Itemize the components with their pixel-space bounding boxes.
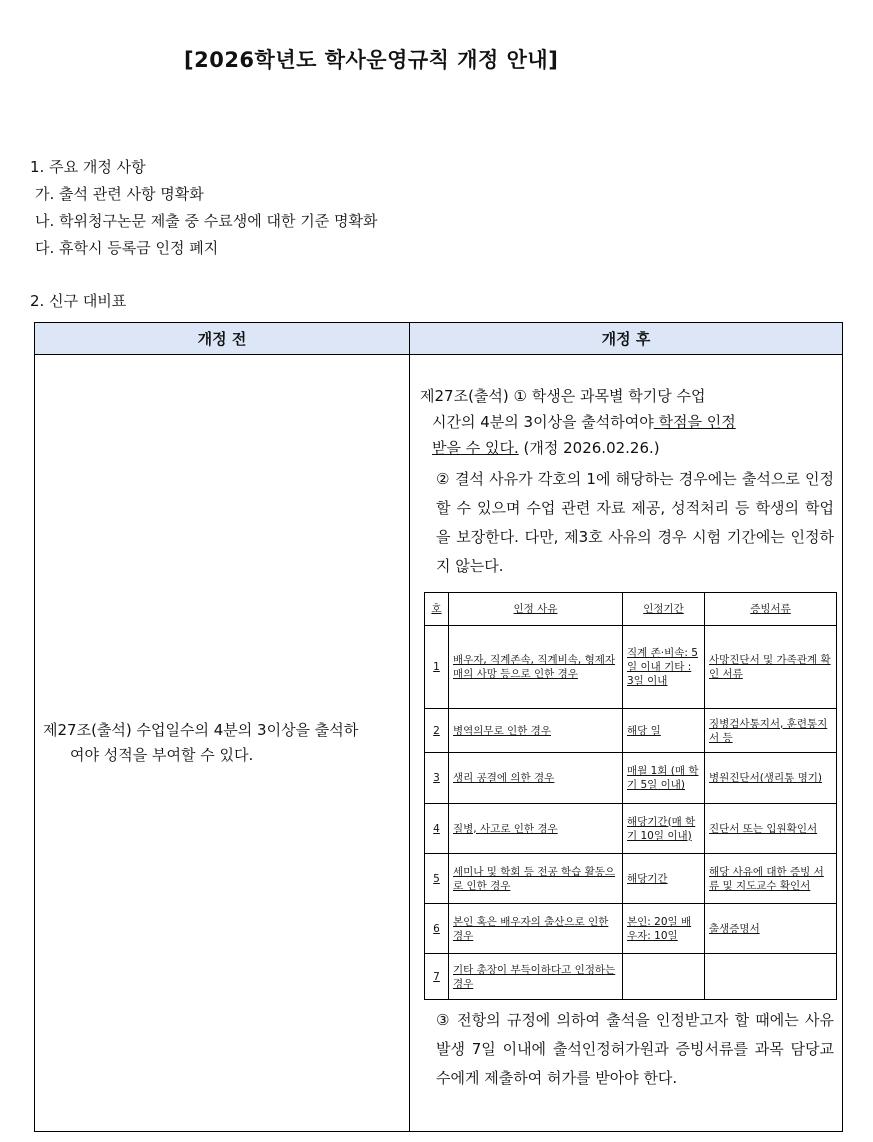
after-clause-3: ③ 전항의 규정에 의하여 출석을 인정받고자 할 때에는 사유발생 7일 이내에 출석인정허가원과 증빙서류를 과목 담당교수에게 제출하여 허가를 받아야 한다. bbox=[436, 1011, 834, 1087]
table-row bbox=[425, 753, 837, 804]
table-row bbox=[425, 904, 837, 954]
section2-heading: 2. 신구 대비표 bbox=[30, 292, 127, 310]
table-row bbox=[425, 804, 837, 854]
row-no: 6 bbox=[425, 904, 449, 954]
row-docs: 병원진단서(생리통 명기) bbox=[705, 753, 837, 804]
row-docs: 해당 사유에 대한 증빙 서류 및 지도교수 확인서 bbox=[705, 854, 837, 904]
row-no: 1 bbox=[425, 626, 449, 709]
before-line-2: 여야 성적을 부여할 수 있다. bbox=[70, 746, 254, 764]
before-line-1: 제27조(출석) 수업일수의 4분의 3이상을 출석하 bbox=[43, 721, 359, 739]
after-clause-1-line-3a: 받을 수 있다. bbox=[432, 439, 519, 457]
section1-item-ga: 가. 출석 관련 사항 명확화 bbox=[35, 185, 204, 203]
after-clause-1-line-3 bbox=[420, 435, 834, 461]
subtable-header-docs: 증빙서류 bbox=[705, 593, 837, 626]
header-before: 개정 전 bbox=[35, 323, 410, 355]
subtable-header-reason: 인정 사유 bbox=[449, 593, 623, 626]
table-row bbox=[425, 854, 837, 904]
after-clause-1-line-1: 제27조(출석) ① 학생은 과목별 학기당 수업 bbox=[420, 387, 706, 405]
row-reason: 질병, 사고로 인한 경우 bbox=[449, 804, 623, 854]
row-period: 해당기간(매 학기 10일 이내) bbox=[623, 804, 705, 854]
row-docs: 진단서 또는 입원확인서 bbox=[705, 804, 837, 854]
attendance-reason-table bbox=[424, 592, 837, 1000]
row-no: 2 bbox=[425, 709, 449, 753]
row-docs: 징병검사통지서, 훈련통지서 등 bbox=[705, 709, 837, 753]
row-reason: 생리 공결에 의한 경우 bbox=[449, 753, 623, 804]
row-period: 직계 존·비속: 5일 이내 기타 : 3일 이내 bbox=[623, 626, 705, 709]
row-period: 본인: 20일 배우자: 10일 bbox=[623, 904, 705, 954]
row-period: 해당기간 bbox=[623, 854, 705, 904]
table-row bbox=[425, 626, 837, 709]
table-row bbox=[425, 954, 837, 1000]
row-period: 해당 일 bbox=[623, 709, 705, 753]
row-reason: 본인 혹은 배우자의 출산으로 인한 경우 bbox=[449, 904, 623, 954]
row-no: 5 bbox=[425, 854, 449, 904]
subtable-header-no: 호 bbox=[425, 593, 449, 626]
row-period: 매월 1회 (매 학기 5일 이내) bbox=[623, 753, 705, 804]
row-reason: 병역의무로 인한 경우 bbox=[449, 709, 623, 753]
after-clause-2: ② 결석 사유가 각호의 1에 해당하는 경우에는 출석으로 인정할 수 있으며 수업 관련 자료 제공, 성적처리 등 학생의 학업을 보장한다. 다만, 제3호 사유의 경우 시험 기간에는 인정하지 않는다. bbox=[436, 470, 834, 575]
row-period bbox=[623, 954, 705, 1000]
section1-heading: 1. 주요 개정 사항 bbox=[30, 158, 146, 176]
row-docs: 출생증명서 bbox=[705, 904, 837, 954]
after-clause-1-amend-note: (개정 2026.02.26.) bbox=[518, 439, 660, 457]
subtable-header-period: 인정기간 bbox=[623, 593, 705, 626]
row-no: 7 bbox=[425, 954, 449, 1000]
page-title: [2026학년도 학사운영규칙 개정 안내] bbox=[184, 48, 559, 72]
after-clause-1-line-2a: 시간의 4분의 3이상을 출석하여야 bbox=[432, 413, 654, 431]
row-no: 4 bbox=[425, 804, 449, 854]
section1-item-na: 나. 학위청구논문 제출 중 수료생에 대한 기준 명확화 bbox=[35, 212, 378, 230]
comparison-table bbox=[34, 322, 843, 1132]
row-reason: 세미나 및 학회 등 전공 학습 활동으로 인한 경우 bbox=[449, 854, 623, 904]
after-clause-1-line-2 bbox=[420, 409, 834, 435]
row-docs bbox=[705, 954, 837, 1000]
table-row bbox=[425, 709, 837, 753]
before-cell bbox=[35, 355, 410, 1132]
row-reason: 기타 총장이 부득이하다고 인정하는 경우 bbox=[449, 954, 623, 1000]
row-docs: 사망진단서 및 가족관계 확인 서류 bbox=[705, 626, 837, 709]
after-cell bbox=[410, 355, 843, 1132]
row-no: 3 bbox=[425, 753, 449, 804]
after-clause-1 bbox=[420, 383, 834, 461]
after-clause-1-line-2b: 학점을 인정 bbox=[653, 413, 736, 431]
section1-item-da: 다. 휴학시 등록금 인정 폐지 bbox=[35, 239, 219, 257]
before-article-27 bbox=[35, 718, 409, 768]
row-reason: 배우자, 직계존속, 직계비속, 형제자매의 사망 등으로 인한 경우 bbox=[449, 626, 623, 709]
header-after: 개정 후 bbox=[410, 323, 843, 355]
